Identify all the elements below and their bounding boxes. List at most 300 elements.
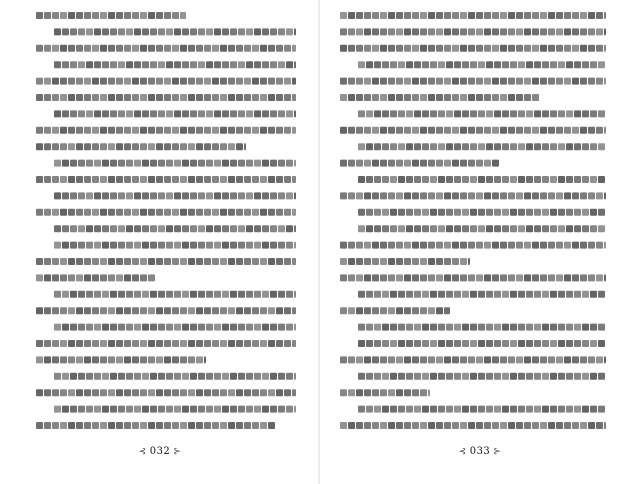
text-line-glyph bbox=[500, 94, 507, 101]
text-line-glyph bbox=[374, 61, 381, 68]
text-line-glyph bbox=[108, 356, 115, 363]
text-line-glyph bbox=[438, 291, 445, 298]
text-line-glyph bbox=[396, 274, 403, 281]
text-line-glyph bbox=[436, 422, 443, 429]
folio-ornament-left: ⊰ bbox=[458, 447, 467, 457]
text-line-glyph bbox=[372, 356, 379, 363]
text-line-glyph bbox=[532, 274, 539, 281]
text-line-glyph bbox=[542, 143, 549, 150]
text-line-glyph bbox=[108, 12, 115, 19]
text-line-glyph bbox=[78, 160, 85, 167]
text-line-glyph bbox=[260, 209, 267, 216]
text-line-glyph bbox=[356, 28, 363, 35]
text-line-glyph bbox=[444, 45, 451, 52]
text-line-glyph bbox=[566, 61, 573, 68]
text-line-glyph bbox=[430, 209, 437, 216]
text-line-glyph bbox=[270, 28, 277, 35]
text-line-glyph bbox=[532, 422, 539, 429]
text-line-glyph bbox=[372, 12, 379, 19]
text-line-glyph bbox=[262, 324, 269, 331]
text-line-glyph bbox=[68, 258, 75, 265]
text-line-glyph bbox=[86, 110, 93, 117]
text-line-glyph bbox=[428, 274, 435, 281]
text-line-glyph bbox=[444, 12, 451, 19]
text-line-glyph bbox=[516, 28, 523, 35]
text-line-glyph bbox=[166, 110, 173, 117]
text-line-glyph bbox=[268, 422, 275, 429]
text-line-glyph bbox=[254, 291, 261, 298]
text-line-glyph bbox=[262, 110, 269, 117]
text-line-glyph bbox=[190, 406, 197, 413]
text-line-glyph bbox=[110, 160, 117, 167]
text-line-glyph bbox=[508, 127, 515, 134]
text-line-glyph bbox=[462, 340, 469, 347]
text-line-glyph bbox=[246, 225, 253, 232]
text-line-glyph bbox=[588, 274, 595, 281]
text-line-glyph bbox=[278, 406, 285, 413]
text-line-glyph bbox=[532, 78, 539, 85]
text-line-glyph bbox=[356, 422, 363, 429]
text-line-glyph bbox=[598, 143, 605, 150]
text-line-glyph bbox=[118, 324, 125, 331]
text-line-glyph bbox=[574, 324, 581, 331]
text-line-glyph bbox=[198, 225, 205, 232]
text-line-glyph bbox=[526, 373, 533, 380]
text-line-glyph bbox=[124, 307, 131, 314]
text-line-glyph bbox=[292, 209, 296, 216]
text-line-glyph bbox=[526, 406, 533, 413]
text-line-glyph bbox=[228, 258, 235, 265]
text-line-glyph bbox=[404, 242, 411, 249]
text-line-glyph bbox=[206, 373, 213, 380]
text-line-glyph bbox=[364, 422, 371, 429]
text-line-glyph bbox=[92, 94, 99, 101]
text-line-glyph bbox=[476, 422, 483, 429]
text-line-glyph bbox=[164, 78, 171, 85]
text-line-glyph bbox=[204, 307, 211, 314]
text-line-glyph bbox=[100, 258, 107, 265]
text-line-glyph bbox=[374, 143, 381, 150]
text-line-glyph bbox=[228, 340, 235, 347]
text-line-glyph bbox=[532, 356, 539, 363]
text-line-glyph bbox=[164, 307, 171, 314]
text-line-glyph bbox=[220, 340, 227, 347]
text-line-glyph bbox=[156, 422, 163, 429]
text-line-glyph bbox=[148, 389, 155, 396]
text-line-glyph bbox=[452, 242, 459, 249]
text-line-glyph bbox=[446, 110, 453, 117]
text-line-glyph bbox=[222, 192, 229, 199]
text-line-glyph bbox=[404, 389, 411, 396]
text-line-glyph bbox=[190, 160, 197, 167]
text-line-glyph bbox=[214, 110, 221, 117]
text-line-glyph bbox=[118, 61, 125, 68]
text-line-glyph bbox=[518, 225, 525, 232]
text-line-glyph bbox=[212, 78, 219, 85]
text-line-glyph bbox=[452, 258, 459, 265]
text-line-glyph bbox=[502, 110, 509, 117]
text-line-glyph bbox=[388, 192, 395, 199]
text-line-glyph bbox=[508, 45, 515, 52]
text-line-glyph bbox=[84, 274, 91, 281]
text-line-glyph bbox=[180, 143, 187, 150]
text-line-glyph bbox=[142, 324, 149, 331]
text-line-glyph bbox=[540, 12, 547, 19]
text-line-glyph bbox=[436, 258, 443, 265]
text-line-glyph bbox=[590, 291, 597, 298]
text-line-glyph bbox=[358, 143, 365, 150]
text-line-glyph bbox=[76, 258, 83, 265]
text-line-glyph bbox=[438, 373, 445, 380]
text-line-glyph bbox=[348, 258, 355, 265]
text-line-glyph bbox=[60, 127, 67, 134]
text-line-glyph bbox=[494, 406, 501, 413]
text-line-glyph bbox=[428, 192, 435, 199]
text-line-glyph bbox=[220, 389, 227, 396]
text-line-glyph bbox=[598, 340, 605, 347]
text-line-glyph bbox=[190, 110, 197, 117]
text-line-glyph bbox=[94, 28, 101, 35]
text-line-glyph bbox=[390, 324, 397, 331]
text-line-glyph bbox=[212, 209, 219, 216]
text-line-glyph bbox=[94, 406, 101, 413]
text-line-glyph bbox=[390, 143, 397, 150]
text-line-glyph bbox=[100, 340, 107, 347]
text-line-glyph bbox=[462, 291, 469, 298]
text-line-glyph bbox=[372, 28, 379, 35]
text-line-glyph bbox=[412, 160, 419, 167]
text-line-glyph bbox=[526, 209, 533, 216]
text-line-glyph bbox=[516, 192, 523, 199]
text-line-glyph bbox=[124, 389, 131, 396]
text-line-glyph bbox=[396, 78, 403, 85]
text-line-glyph bbox=[236, 209, 243, 216]
text-line-glyph bbox=[572, 45, 579, 52]
text-line-glyph bbox=[236, 45, 243, 52]
text-line-glyph bbox=[246, 406, 253, 413]
text-line-glyph bbox=[404, 94, 411, 101]
text-line-glyph bbox=[148, 176, 155, 183]
text-line-glyph bbox=[292, 389, 296, 396]
text-line-glyph bbox=[476, 28, 483, 35]
text-line-glyph bbox=[476, 274, 483, 281]
text-line-glyph bbox=[148, 274, 155, 281]
text-line-glyph bbox=[52, 274, 59, 281]
text-line-glyph bbox=[76, 307, 83, 314]
text-line-glyph bbox=[588, 356, 595, 363]
text-line-glyph bbox=[428, 258, 435, 265]
text-line-glyph bbox=[62, 225, 69, 232]
text-line-glyph bbox=[270, 242, 277, 249]
text-line-glyph bbox=[422, 143, 429, 150]
text-line-glyph bbox=[116, 356, 123, 363]
text-line-glyph bbox=[222, 291, 229, 298]
text-line-glyph bbox=[358, 373, 365, 380]
text-line-glyph bbox=[190, 61, 197, 68]
text-line-glyph bbox=[284, 45, 291, 52]
text-line-glyph bbox=[484, 242, 491, 249]
text-line-glyph bbox=[134, 225, 141, 232]
text-line-glyph bbox=[206, 110, 213, 117]
text-line-glyph bbox=[198, 28, 205, 35]
text-line-glyph bbox=[148, 143, 155, 150]
text-line-glyph bbox=[76, 45, 83, 52]
text-line-glyph bbox=[156, 307, 163, 314]
text-line-glyph bbox=[364, 94, 371, 101]
text-line-glyph bbox=[396, 242, 403, 249]
text-line-glyph bbox=[534, 61, 541, 68]
text-line-glyph bbox=[198, 110, 205, 117]
text-line-glyph bbox=[382, 406, 389, 413]
text-line-glyph bbox=[246, 110, 253, 117]
text-line-glyph bbox=[62, 291, 69, 298]
text-line-glyph bbox=[196, 356, 203, 363]
text-line-glyph bbox=[422, 176, 429, 183]
text-line-glyph bbox=[372, 160, 379, 167]
text-line-glyph bbox=[420, 127, 427, 134]
text-line-glyph bbox=[180, 422, 187, 429]
text-line-glyph bbox=[468, 94, 475, 101]
text-line-glyph bbox=[52, 340, 59, 347]
text-line-glyph bbox=[436, 45, 443, 52]
text-line-glyph bbox=[278, 373, 285, 380]
text-line-glyph bbox=[100, 274, 107, 281]
text-line-glyph bbox=[190, 225, 197, 232]
text-line-glyph bbox=[94, 160, 101, 167]
text-line-glyph bbox=[454, 110, 461, 117]
text-line-glyph bbox=[262, 192, 269, 199]
text-line-glyph bbox=[76, 422, 83, 429]
text-line-glyph bbox=[516, 94, 523, 101]
text-line-glyph bbox=[110, 373, 117, 380]
text-line-glyph bbox=[228, 94, 235, 101]
text-line-glyph bbox=[510, 110, 517, 117]
text-line-glyph bbox=[206, 61, 213, 68]
text-line-glyph bbox=[212, 143, 219, 150]
text-line-glyph bbox=[100, 176, 107, 183]
text-line-glyph bbox=[340, 12, 347, 19]
text-line-glyph bbox=[476, 160, 483, 167]
text-line-glyph bbox=[422, 324, 429, 331]
text-line-glyph bbox=[396, 192, 403, 199]
text-line-glyph bbox=[220, 422, 227, 429]
text-line-glyph bbox=[486, 324, 493, 331]
text-line-glyph bbox=[292, 45, 296, 52]
text-line-glyph bbox=[510, 143, 517, 150]
text-line-glyph bbox=[390, 406, 397, 413]
text-line-glyph bbox=[500, 127, 507, 134]
text-line-glyph bbox=[164, 143, 171, 150]
text-line-glyph bbox=[294, 373, 296, 380]
text-line-glyph bbox=[108, 78, 115, 85]
text-line-glyph bbox=[214, 242, 221, 249]
text-line-glyph bbox=[580, 45, 587, 52]
text-line-glyph bbox=[86, 160, 93, 167]
text-line-glyph bbox=[76, 127, 83, 134]
text-line-glyph bbox=[134, 242, 141, 249]
text-line-glyph bbox=[406, 291, 413, 298]
text-line-glyph bbox=[572, 274, 579, 281]
text-line-glyph bbox=[422, 110, 429, 117]
text-line-glyph bbox=[476, 356, 483, 363]
text-line-glyph bbox=[364, 78, 371, 85]
text-line-glyph bbox=[228, 78, 235, 85]
text-line-glyph bbox=[516, 356, 523, 363]
text-line-glyph bbox=[566, 176, 573, 183]
text-line-glyph bbox=[492, 274, 499, 281]
text-line-glyph bbox=[180, 45, 187, 52]
text-line-glyph bbox=[268, 176, 275, 183]
text-line-glyph bbox=[166, 160, 173, 167]
text-line-glyph bbox=[412, 274, 419, 281]
text-line-glyph bbox=[566, 324, 573, 331]
text-line-glyph bbox=[92, 422, 99, 429]
text-line-glyph bbox=[518, 291, 525, 298]
text-line-glyph bbox=[588, 422, 595, 429]
text-line-glyph bbox=[166, 373, 173, 380]
text-line-glyph bbox=[62, 373, 69, 380]
text-line-glyph bbox=[398, 291, 405, 298]
text-line-glyph bbox=[436, 274, 443, 281]
text-line-glyph bbox=[190, 242, 197, 249]
text-line-glyph bbox=[294, 192, 296, 199]
text-line-glyph bbox=[222, 61, 229, 68]
text-line-glyph bbox=[590, 406, 597, 413]
text-line-glyph bbox=[276, 45, 283, 52]
text-line-glyph bbox=[278, 242, 285, 249]
text-line-glyph bbox=[494, 340, 501, 347]
text-line-glyph bbox=[252, 94, 259, 101]
text-line-glyph bbox=[126, 192, 133, 199]
text-line-glyph bbox=[366, 324, 373, 331]
text-line-glyph bbox=[228, 127, 235, 134]
text-line-glyph bbox=[534, 373, 541, 380]
text-line-glyph bbox=[542, 110, 549, 117]
text-line-glyph bbox=[76, 340, 83, 347]
text-line-glyph bbox=[278, 192, 285, 199]
text-line-glyph bbox=[36, 340, 43, 347]
text-line-glyph bbox=[246, 61, 253, 68]
text-line-glyph bbox=[206, 28, 213, 35]
text-line-glyph bbox=[68, 176, 75, 183]
text-line-glyph bbox=[222, 373, 229, 380]
text-line-glyph bbox=[292, 258, 296, 265]
text-line-glyph bbox=[260, 307, 267, 314]
text-line-glyph bbox=[372, 242, 379, 249]
text-line-glyph bbox=[196, 389, 203, 396]
text-line-glyph bbox=[148, 307, 155, 314]
text-line-glyph bbox=[430, 406, 437, 413]
text-line-glyph bbox=[118, 192, 125, 199]
text-line-glyph bbox=[262, 242, 269, 249]
text-line-glyph bbox=[76, 143, 83, 150]
text-line-glyph bbox=[340, 28, 347, 35]
text-line-glyph bbox=[108, 209, 115, 216]
text-line-glyph bbox=[438, 209, 445, 216]
text-line-glyph bbox=[188, 127, 195, 134]
text-line-glyph bbox=[548, 274, 555, 281]
text-line-glyph bbox=[564, 45, 571, 52]
text-line-glyph bbox=[238, 28, 245, 35]
text-line-glyph bbox=[238, 242, 245, 249]
text-line-glyph bbox=[244, 143, 246, 150]
text-line-glyph bbox=[388, 307, 395, 314]
text-line-glyph bbox=[270, 324, 277, 331]
text-line-glyph bbox=[374, 110, 381, 117]
text-line-glyph bbox=[60, 389, 67, 396]
text-line-glyph bbox=[396, 28, 403, 35]
text-line-glyph bbox=[494, 176, 501, 183]
text-line-glyph bbox=[68, 143, 75, 150]
text-line-glyph bbox=[276, 127, 283, 134]
text-line-glyph bbox=[100, 78, 107, 85]
text-line-glyph bbox=[372, 422, 379, 429]
text-line-glyph bbox=[484, 160, 491, 167]
text-line-glyph bbox=[254, 28, 261, 35]
text-line-glyph bbox=[124, 176, 131, 183]
text-line-glyph bbox=[116, 274, 123, 281]
text-line-glyph bbox=[188, 356, 195, 363]
text-line-glyph bbox=[486, 291, 493, 298]
text-line-glyph bbox=[556, 28, 563, 35]
text-line-glyph bbox=[100, 143, 107, 150]
text-line-glyph bbox=[468, 422, 475, 429]
text-line-glyph bbox=[396, 45, 403, 52]
text-line-glyph bbox=[198, 242, 205, 249]
text-line-glyph bbox=[540, 422, 547, 429]
text-line-glyph bbox=[158, 61, 165, 68]
text-line-glyph bbox=[358, 110, 365, 117]
text-line-glyph bbox=[132, 45, 139, 52]
text-line-glyph bbox=[70, 192, 77, 199]
text-line-glyph bbox=[590, 61, 597, 68]
left-page-text-lines bbox=[0, 0, 320, 440]
text-line-glyph bbox=[532, 94, 539, 101]
text-line-glyph bbox=[388, 127, 395, 134]
text-line-glyph bbox=[558, 61, 565, 68]
text-line-glyph bbox=[180, 78, 187, 85]
text-line-glyph bbox=[116, 422, 123, 429]
text-line-glyph bbox=[444, 422, 451, 429]
text-line-glyph bbox=[68, 78, 75, 85]
text-line-glyph bbox=[100, 389, 107, 396]
text-line-glyph bbox=[124, 274, 131, 281]
text-line-glyph bbox=[486, 340, 493, 347]
text-line-glyph bbox=[502, 61, 509, 68]
text-line-glyph bbox=[412, 258, 419, 265]
text-line-glyph bbox=[556, 45, 563, 52]
text-line-glyph bbox=[588, 192, 595, 199]
text-line-glyph bbox=[558, 143, 565, 150]
text-line-glyph bbox=[180, 340, 187, 347]
text-line-glyph bbox=[406, 340, 413, 347]
text-line-glyph bbox=[60, 45, 67, 52]
text-line-glyph bbox=[420, 274, 427, 281]
text-line-glyph bbox=[414, 406, 421, 413]
text-line-glyph bbox=[526, 324, 533, 331]
text-line-glyph bbox=[140, 12, 147, 19]
text-line-glyph bbox=[182, 28, 189, 35]
text-line-glyph bbox=[524, 45, 531, 52]
text-line-glyph bbox=[446, 176, 453, 183]
text-line-glyph bbox=[204, 340, 211, 347]
text-line-glyph bbox=[476, 78, 483, 85]
text-line-glyph bbox=[404, 356, 411, 363]
text-line-glyph bbox=[60, 94, 67, 101]
text-line-glyph bbox=[438, 406, 445, 413]
text-line-glyph bbox=[54, 110, 61, 117]
text-line-glyph bbox=[460, 258, 467, 265]
